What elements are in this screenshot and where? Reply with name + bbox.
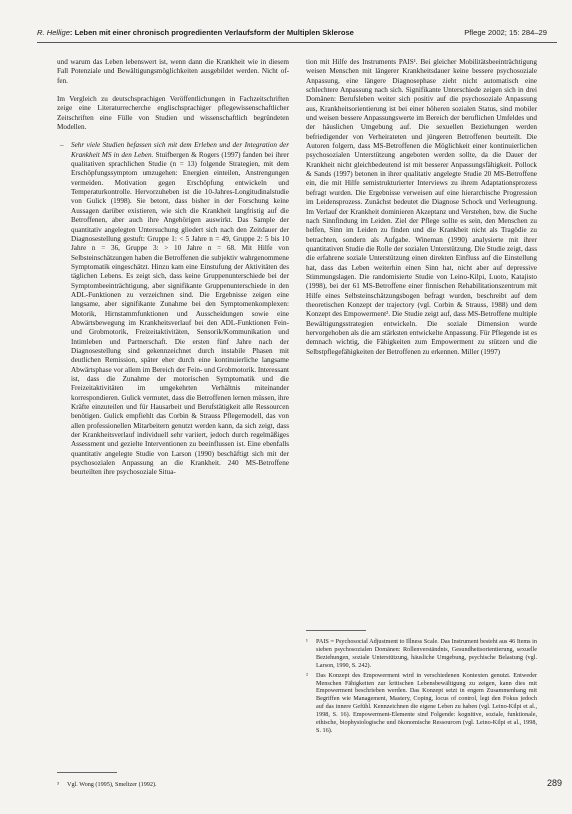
header-left: R. Hellige: Leben mit einer chronisch progredienten Verlaufsform der Multiplen Sklerose <box>37 28 354 37</box>
footnote-2 <box>306 672 537 735</box>
page-number: 289 <box>547 778 563 788</box>
running-header <box>37 28 547 42</box>
footnote-1-text: PAIS = Psychosocial Adjustment to Illness Scale. Das Instrument besteht aus 46 Items in sieben psychosozialen Domänen: Rollenverständnis, Gesundheitsorientierung, sexuelle Beziehungen, soziale Unterstützung, häusliche Umgebung, psychische Belastung (vgl. Larson, 1990, S. 242). <box>316 638 537 669</box>
header-citation: Pflege 2002; 15: 284–29 <box>464 28 547 37</box>
right-column <box>306 58 537 357</box>
footnote-3-text: Vgl. Wong (1995), Smeltzer (1992). <box>67 781 157 788</box>
header-rule <box>37 42 557 43</box>
bullet-body: Stuifbergen & Rogers (1997) fanden bei ihrer qualitativen sprachlichen Studie (n = 13) folgende Strategien, mit dem Erschöpfungssymptom umzugehen: Energien einteilen, Anstrengungen vermeiden. Motivation gegen Erschöpfung entwickeln und Temperaturkontrolle. Hervorzuheben ist die 10-Jahres-Longitudinalstudie von Gulick (1998). Sie betont, dass bisher in der Forschung keine Aussagen darüber existieren, wie sich die Krankheit langfristig auf die Betroffenen, aber auch ihre Angehörigen auswirkt. Das Sample der quantitativ angelegten Untersuchung gliedert sich nach den Zeitdauer der Diagnosestellung gestuft: Gruppe 1: < 5 Jahre n = 49, Gruppe 2: 5 bis 10 Jahre n = 36, Gruppe 3: > 10 Jahre n = 68. Mit Hilfe von Selbsteinschätzungen haben die Betroffenen die subjektiv wahrgenommene Symptomatik eingeschätzt. Hinzu kam eine Einstufung der Aktivitäten des täglichen Lebens. Es zeigt sich, dass keine Gruppenunterschiede bei der Symptombeeinträchtigung, aber signifikante Gruppenunterschiede in den ADL-Funktionen zu verzeichnen sind. Die Ergebnisse zeigen eine langsame, aber signifikante Zunahme bei den Symptomenkomplexen: Motorik, Hirnstammfunktionen und Ausscheidungen sowie eine Abwärtsbewegung im Krankheitsverlauf bei den ADL-Funktionen Fein- und Grobmotorik, Freizeitaktivitäten, Sensorik/Kommunikation und Intimleben und Partnerschaft. Die ersten fünf Jahre nach der Diagnosestellung sind gekennzeichnet durch instabile Phasen mit deutlichen Remission, später eher durch eine kontinuierliche langsame Abwärtsphase vor allem im Bereich der Fein- und Grobmotorik. Interessant ist, dass die Zunahme der motorischen Symptomatik und die Freizeitaktivitäten im umgekehrten Verhältnis miteinander korrespondieren. Gulick vermutet, dass die Betroffenen lernen müssen, ihre Kräfte einzuteilen und für Hausarbeit und Berufstätigkeit alle Ressourcen benötigen. Gulick empfiehlt das Corbin & Strauss Pflegemodell, das von allen professionellen Mitarbeitern genutzt werden kann, da sich zeigt, dass der Krankheitsverlauf individuell sehr variiert, jedoch durch regelmäßiges Assessment und gezielte Interventionen zu beeinflussen ist. Eine ebenfalls quantitativ angelegte Studie von Larson (1990) beschäftigt sich mit der psychosozialen Anpassung an die Krankheit. 240 MS-Betroffene beurteilten ihre psychosoziale Situa- <box>71 150 289 477</box>
footnote-rule-right <box>306 630 366 631</box>
left-column <box>57 58 289 478</box>
bullet-dash: – <box>60 141 64 150</box>
left-paragraph-1: und warum das Leben lebenswert ist, wenn dann die Krankheit wie in diesem Fall Potenziale und Bewältigungsmöglichkeiten ausgebildet werden. Nicht of-fen. <box>57 58 289 85</box>
right-paragraph: tion mit Hilfe des Instruments PAIS¹. Bei gleicher Mobilitätsbeeinträchtigung weisen Menschen mit längerer Krankheitsdauer keine bessere psychosoziale Anpassung, eine längere Diagnosephase zieht nicht automatisch eine schlechtere Anpassung nach sich. Signifikante Unterschiede zeigen sich in drei Domänen: Berufsleben weiter sich positiv auf die psychosoziale Anpassung aus, Krankheitsorientierung ist bei einer höheren sozialen Status, sind mobiler und weisen bessere Anpassungswerte im Bereich der beruflichen Umfeldes und der häuslichen Umgebung auf. Die sexuellen Beziehungen werden befriedigender von Verheirateten und jüngeren Betroffenen beurteilt. Die Autoren folgern, dass MS-Betroffenen die Möglichkeit einer kontinuierlichen psychosozialen Unterstützung angeboten werden sollte, da die Dauer der Krankheit nicht gleichbedeutend ist mit besserer Anpassungsfähigkeit. Pollock & Sands (1997) betonen in ihrer qualitativ angelegte Studie 20 MS-Betroffene ein, die mit Hilfe semistrukturierter Interviews zu ihrem Adaptationsprozess befragt wurden. Die Ergebnisse verweisen auf eine hierarchische Progression im Leidensprozess. Zunächst bedeutet die Diagnose Schock und Verleugnung. Im Verlauf der Krankheit dominieren Akzeptanz und Verstehen, bzw. die Suche nach Sinnfindung im Leiden. Ziel der Pflege sollte es sein, den Menschen zu helfen, Sinn im Leiden zu finden und die Krankheit nicht als Tragödie zu betrachten, sondern als Aufgabe. Wineman (1990) analysierte mit ihrer quantitativen Studie die Rolle der sozialen Unterstützung. Die Studie zeigt, dass die erfahrene soziale Unterstützung einen direkten Einfluss auf die Einstellung hat, dass das Leben weiterhin einen Sinn hat, nicht aber auf depressive Stimmungslagen. Die randomisierte Studie von Leino-Kilpi, Luoto, Katajisto (1998), bei der 61 MS-Betroffene einer finnischen Rehabilitationszentrum mit Hilfe eines Selbsteinschätzungsbogen befragt wurden, beschreibt auf dem theoretischen Konzept der trajectory (vgl. Corbin & Strauss, 1988) und dem Konzept des Empowerment². Die Studie zeigt auf, dass MS-Betroffene multiple Bewältigungsstrategien entwickeln. Die soziale Dimension wurde hervorgehoben als die am stärksten entwickelte Anpassung. Für Pflegende ist es demnach wichtig, die Fähigkeiten zum Empowerment zu stützen und die Selbstpflegefähigkeiten der Betroffenen zu erkennen. Miller (1997) <box>306 58 537 356</box>
footnote-3 <box>57 781 289 789</box>
footnote-1 <box>306 638 537 670</box>
footnote-3-number: ³ <box>57 781 59 788</box>
footnotes-right <box>306 638 537 737</box>
header-title: Leben mit einer chronisch progredienten Verlaufsform der Multiplen Sklerose <box>74 28 354 37</box>
footnote-rule-left <box>57 772 117 773</box>
left-paragraph-2: Im Vergleich zu deutschsprachigen Veröffentlichungen in Fachzeitschriften zeige eine Literaturrecherche englischsprachiger pflegewissenschaftlicher Zeitschriften eine Fülle von Studien und wissenschaftlich begründeten Modellen. <box>57 95 289 132</box>
footnote-2-text: Das Konzept des Empowerment wird in verschiedenen Kontexten genutzt. Entweder Menschen Fähigkeiten zur kritischen Lebensbewältigung zu zeigen, kann dies mit Empowerment beschrieben werden. Das Konzept setzt in engem Zusammenhang mit Begriffen wie Management, Mastery, Coping, locus of control, legt den Fokus jedoch auf das innere Gefühl. Kennzeichnen die eigene Leben zu haben (vgl. Leino-Kilpi et al., 1998, S. 16). Empowerment-Elemente sind Folgende: kognitive, soziale, funktionale, ethische, biophysiologische und ökonomische Ressourcen (vgl. Leino-Kilpi et al., 1998, S. 16). <box>316 671 537 734</box>
footnotes-left <box>57 781 289 791</box>
footnote-1-number: ¹ <box>306 638 308 645</box>
bullet-item <box>57 141 289 477</box>
footnote-2-number: ² <box>306 671 308 679</box>
header-author: R. Hellige <box>37 28 70 37</box>
bullet-lead: Sehr viele Studien befassen sich mit dem Erleben und der Integration der Krankheit MS in den Leben. <box>71 141 289 159</box>
